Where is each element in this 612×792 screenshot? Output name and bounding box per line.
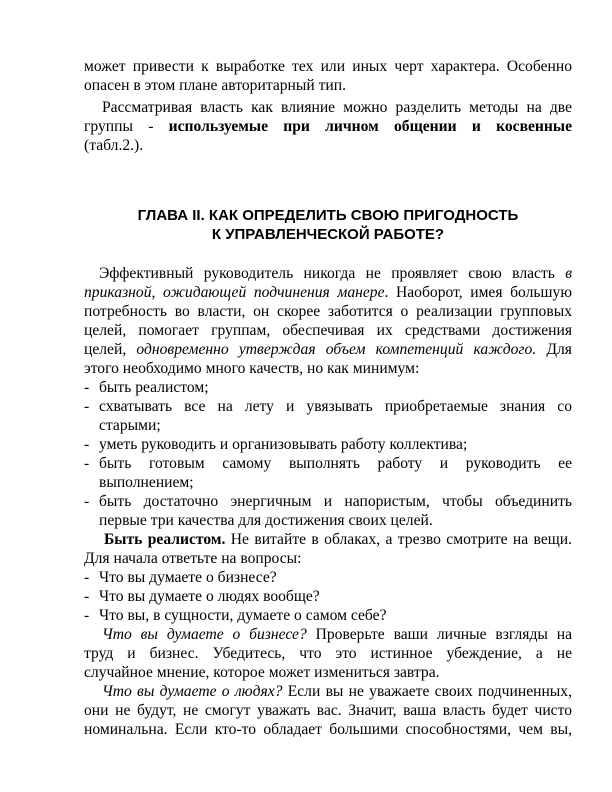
list-item: Что вы, в сущности, думаете о самом себе?	[99, 607, 387, 624]
list-dash: -	[84, 493, 90, 510]
list-item: быть готовым самому выполнять работу и руководить ее	[99, 455, 572, 472]
text-line: целей, помогает группам, обеспечивая их средствами достижения	[84, 322, 572, 339]
text-line: номинальна. Если кто-то обладает большими способностями, чем вы,	[84, 721, 572, 738]
text-line	[102, 625, 572, 644]
text-line: опасен в этом плане авторитарный тип.	[84, 77, 347, 94]
list-dash: -	[84, 398, 90, 415]
italic-text: Что вы думаете о бизнесе?	[102, 626, 307, 643]
text-line	[84, 340, 572, 359]
list-dash: -	[84, 436, 90, 453]
text-span: Не витайте в облаках, а трезво смотрите на вещи.	[230, 531, 572, 548]
text-span: Для	[546, 341, 572, 358]
list-dash: -	[84, 379, 90, 396]
italic-text: одновременно утверждая объем компетенций каждого.	[136, 341, 537, 358]
list-item: схватывать все на лету и увязывать приобретаемые знания со	[99, 398, 572, 415]
text-line: Для начала ответьте на вопросы:	[84, 550, 302, 567]
text-line	[84, 283, 572, 302]
list-item: быть достаточно энергичным и напористым, чтобы объединить	[99, 493, 572, 510]
text-span: Эффективный руководитель никогда не проявляет свою власть	[99, 265, 555, 282]
bold-text: используемые при личном общении и косвенные	[168, 118, 572, 135]
list-item: Что вы думаете о бизнесе?	[99, 569, 277, 586]
chapter-title-line-2: К УПРАВЛЕНЧЕСКОЙ РАБОТЕ?	[211, 226, 445, 243]
list-item: уметь руководить и организовывать работу коллектива;	[99, 436, 468, 453]
list-item-continuation: выполнением;	[99, 474, 194, 491]
chapter-title-line-1: ГЛАВА II. КАК ОПРЕДЕЛИТЬ СВОЮ ПРИГОДНОСТЬ	[137, 207, 519, 224]
text-line	[99, 264, 572, 283]
text-line: (табл.2.).	[84, 137, 144, 154]
list-dash: -	[84, 569, 90, 586]
list-item-continuation: старыми;	[99, 417, 161, 434]
bold-text: Быть реалистом.	[104, 531, 226, 548]
italic-text: в	[565, 265, 572, 282]
list-item: быть реалистом;	[99, 379, 209, 396]
text-line	[84, 117, 572, 136]
text-span: Если вы не уважаете своих подчиненных,	[287, 683, 572, 700]
text-line: случайное мнение, которое может измениться завтра.	[84, 664, 440, 681]
text-line: они не будут, не смогут уважать вас. Значит, ваша власть будет чисто	[84, 702, 572, 719]
list-dash: -	[84, 607, 90, 624]
list-dash: -	[84, 455, 90, 472]
text-span: Проверьте ваши личные взгляды на	[315, 626, 572, 643]
text-span: целей,	[84, 341, 127, 358]
text-line: Рассматривая власть как влияние можно разделить методы на две	[102, 99, 572, 116]
text-line: этого необходимо много качеств, но как минимум:	[84, 360, 420, 377]
text-line: может привести к выработке тех или иных черт характера. Особенно	[84, 58, 572, 75]
list-item-continuation: первые три качества для достижения своих целей.	[99, 512, 433, 529]
text-span: . Наоборот, имея большую	[384, 284, 572, 301]
text-line	[104, 530, 572, 549]
list-item: Что вы думаете о людях вообще?	[99, 588, 320, 605]
italic-text: приказной, ожидающей подчинения манере	[84, 284, 385, 301]
italic-text: Что вы думаете о людях?	[102, 683, 283, 700]
text-line: потребность во власти, он скорее заботится о реализации групповых	[84, 303, 572, 320]
text-line: труд и бизнес. Убедитесь, что это истинное убеждение, а не	[84, 645, 572, 662]
list-dash: -	[84, 588, 90, 605]
text-line	[102, 682, 572, 701]
text-span: группы -	[84, 118, 154, 135]
